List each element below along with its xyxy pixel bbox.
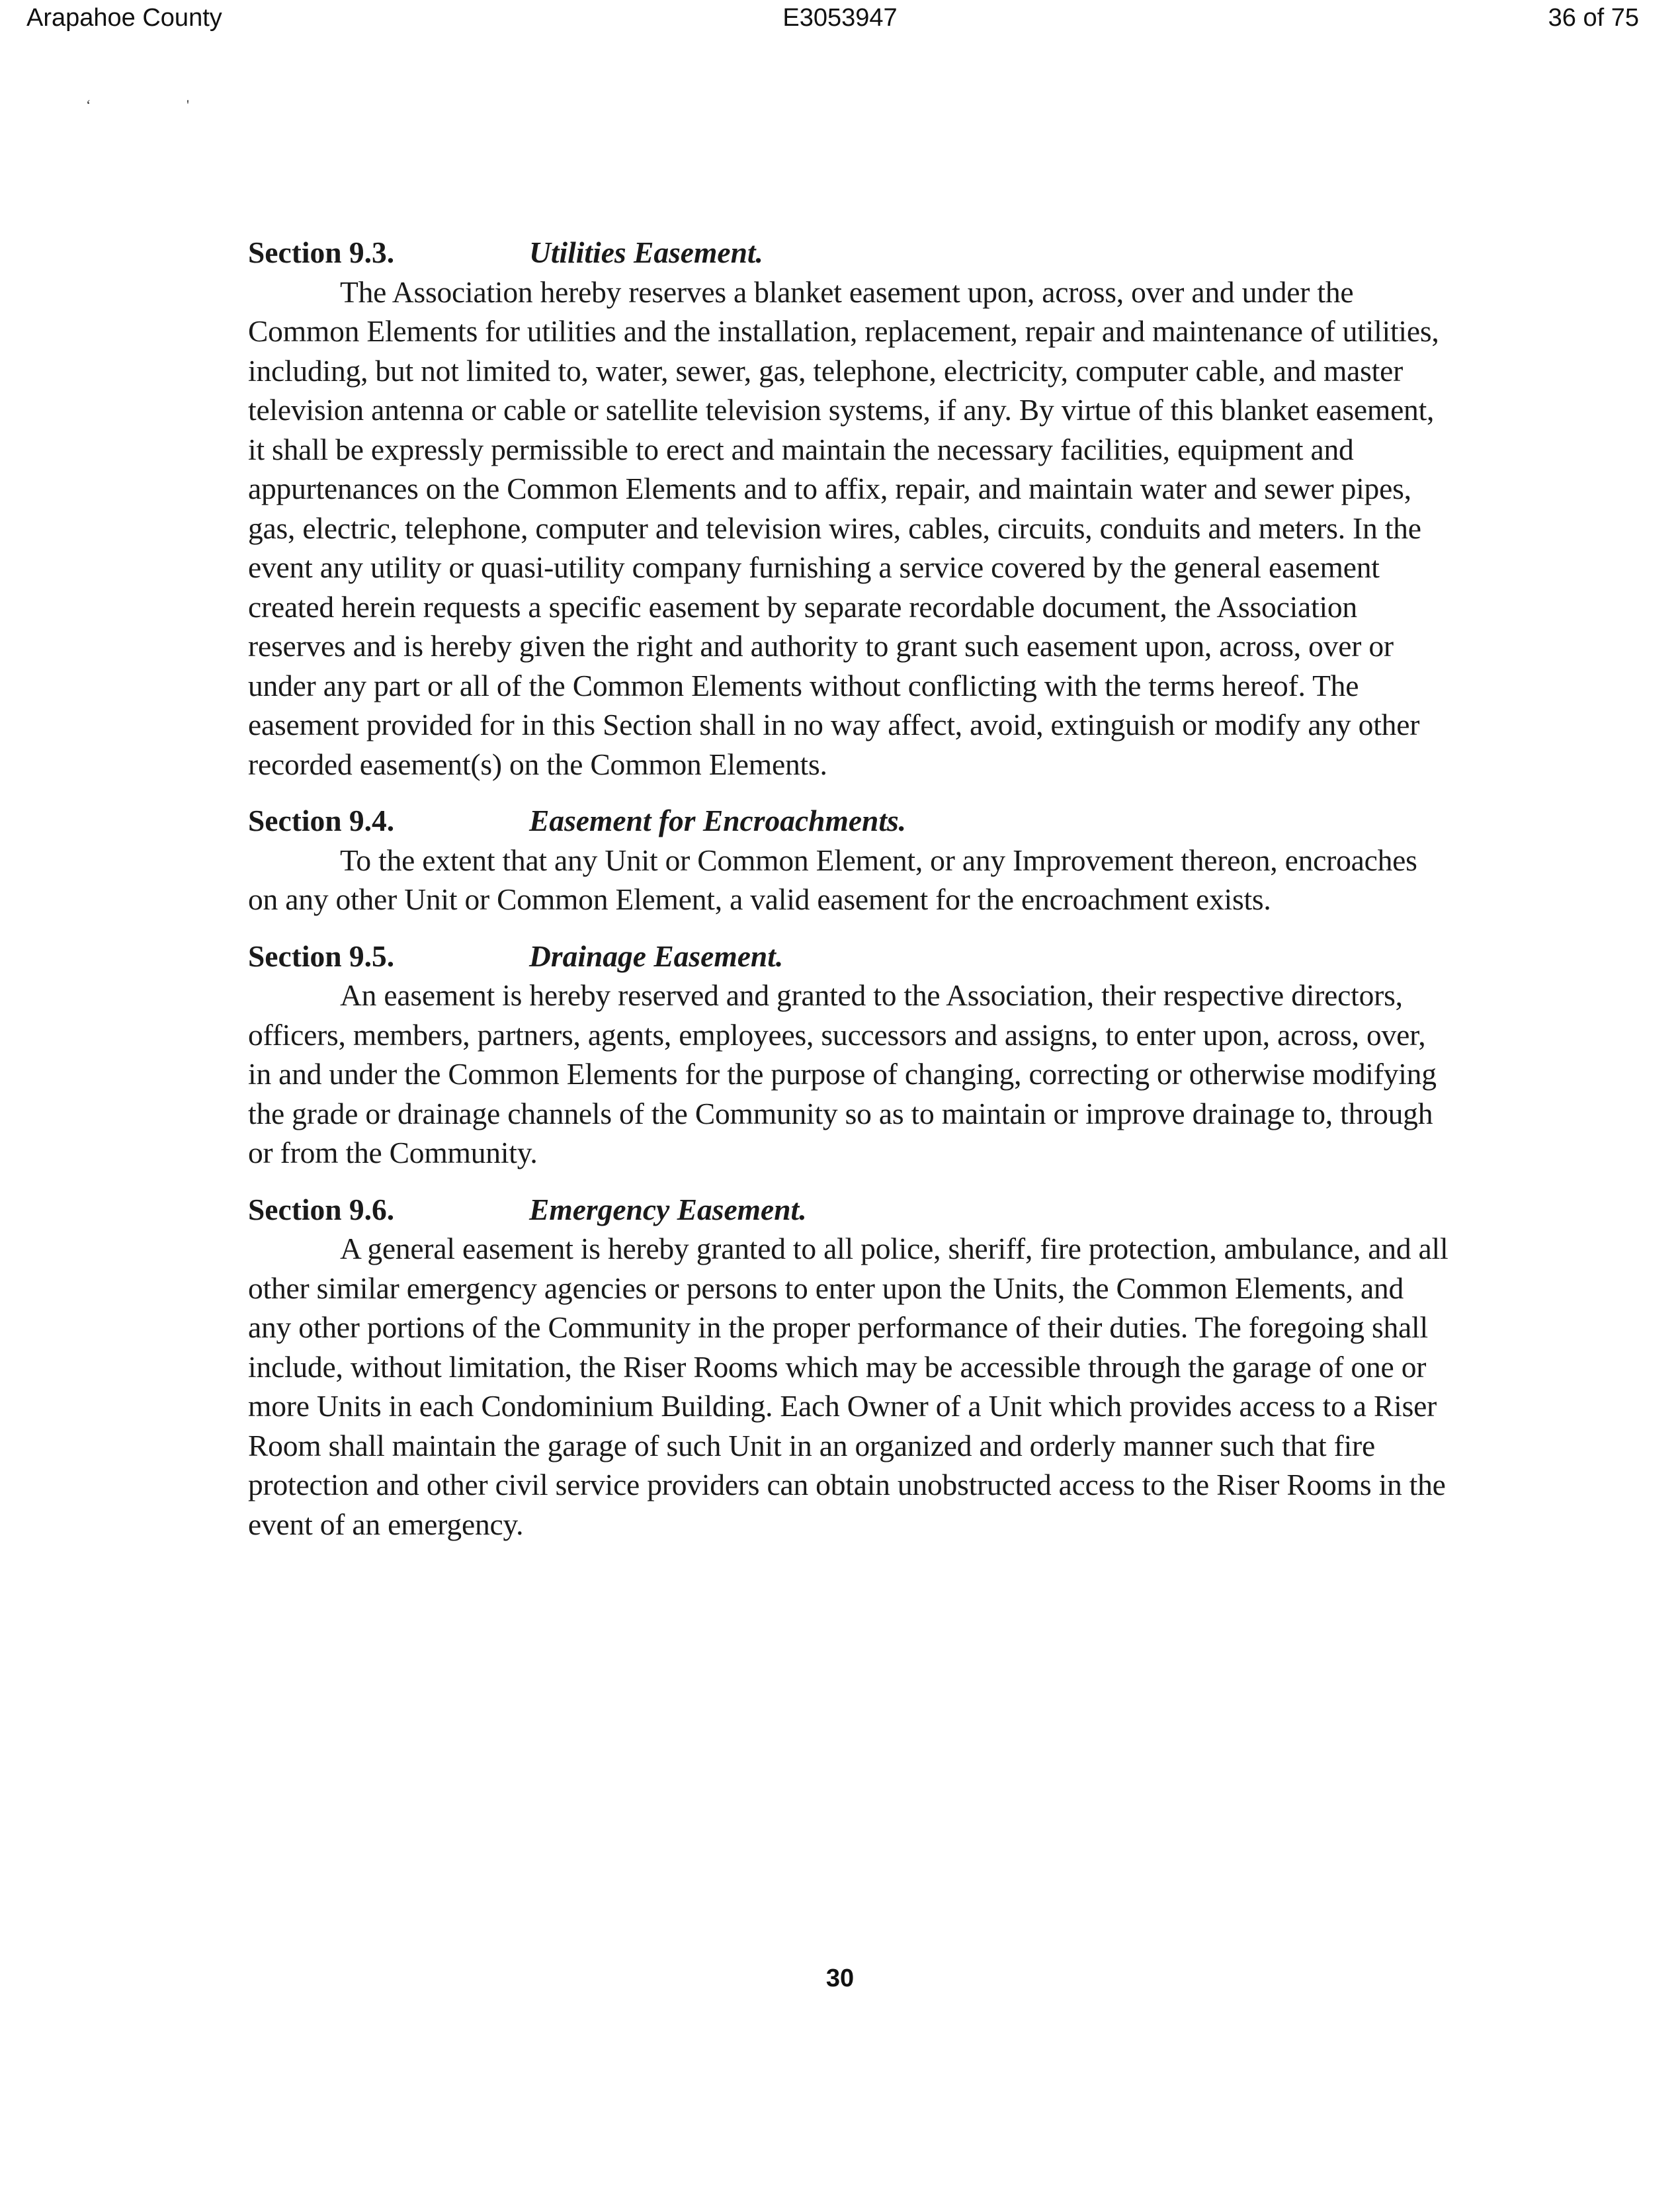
section-number: Section 9.4. xyxy=(248,804,395,837)
page-header xyxy=(0,4,1680,41)
section-9-6 xyxy=(248,1190,1452,1544)
section-heading xyxy=(248,233,1452,273)
section-number: Section 9.6. xyxy=(248,1192,395,1226)
scan-mark-left: ‘ xyxy=(86,97,91,113)
section-number: Section 9.3. xyxy=(248,235,395,269)
section-paragraph: To the extent that any Unit or Common Element, or any Improvement thereon, encroaches on any other Unit or Common Element, a valid easement for the encroachment exists. xyxy=(248,843,1417,916)
section-title: Utilities Easement. xyxy=(529,235,763,269)
county-name: Arapahoe County xyxy=(26,4,222,32)
page-counter: 36 of 75 xyxy=(1548,4,1639,32)
section-heading xyxy=(248,937,1452,976)
section-heading xyxy=(248,801,1452,841)
section-9-5 xyxy=(248,937,1452,1173)
section-9-4 xyxy=(248,801,1452,919)
scan-mark-right: ' xyxy=(187,97,189,113)
section-paragraph: A general easement is hereby granted to all police, sheriff, fire protection, ambulance, and all other similar emergency agencies or persons to enter upon the Units, the Common Elements, and any other portions of the Community in the proper performance of their duties. The foregoing shall include, without limitation, the Riser Rooms which may be accessible through the garage of one or more Units in each Condominium Building. Each Owner of a Unit which provides access to a Riser Room shall maintain the garage of such Unit in an organized and orderly manner such that fire protection and other civil service providers can obtain unobstructed access to the Riser Rooms in the event of an emergency. xyxy=(248,1232,1449,1541)
section-paragraph: The Association hereby reserves a blanket easement upon, across, over and under the Common Elements for utilities and the installation, replacement, repair and maintenance of utilities, including, but not limited to, water, sewer, gas, telephone, electricity, computer cable, and master television antenna or cable or satellite television systems, if any. By virtue of this blanket easement, it shall be expressly permissible to erect and maintain the necessary facilities, equipment and appurtenances on the Common Elements and to affix, repair, and maintain water and sewer pipes, gas, electric, telephone, computer and television wires, cables, circuits, conduits and meters. In the event any utility or quasi-utility company furnishing a service covered by the general easement created herein requests a specific easement by separate recordable document, the Association reserves and is hereby given the right and authority to grant such easement upon, across, over or under any part or all of the Common Elements without conflicting with the terms hereof. The easement provided for in this Section shall in no way affect, avoid, extinguish or modify any other recorded easement(s) on the Common Elements. xyxy=(248,274,1439,781)
section-title: Easement for Encroachments. xyxy=(529,804,907,837)
section-title: Drainage Easement. xyxy=(529,939,784,973)
section-number: Section 9.5. xyxy=(248,939,395,973)
page-number: 30 xyxy=(825,1964,855,1992)
document-number: E3053947 xyxy=(782,4,898,32)
document-body xyxy=(248,233,1452,1544)
section-heading xyxy=(248,1190,1452,1230)
section-9-3 xyxy=(248,233,1452,784)
section-title: Emergency Easement. xyxy=(529,1192,807,1226)
section-paragraph: An easement is hereby reserved and granted to the Association, their respective directors, officers, members, partners, agents, employees, successors and assigns, to enter upon, across, over, in and under the Common Elements for the purpose of changing, correcting or otherwise modifying the grade or drainage channels of the Community so as to maintain or improve drainage to, through or from the Community. xyxy=(248,978,1437,1169)
